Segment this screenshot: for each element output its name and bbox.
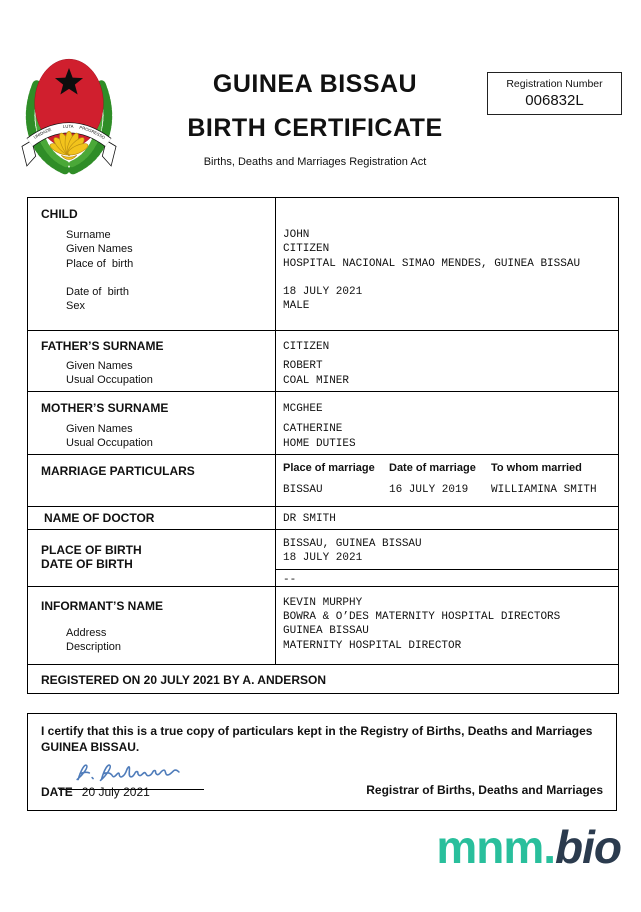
place-of-marriage-label: Place of marriage: [283, 462, 375, 474]
child-sex-label: Sex: [66, 300, 85, 313]
father-occupation-value: COAL MINER: [283, 374, 350, 387]
informant-description-value: MATERNITY HOSPITAL DIRECTOR: [283, 639, 462, 652]
informant-section-label: INFORMANT’S NAME: [41, 599, 163, 613]
date-of-birth-label: DATE OF BIRTH: [41, 557, 133, 571]
child-sex-value: MALE: [283, 300, 310, 313]
guinea-bissau-coat-of-arms-icon: [20, 52, 118, 178]
child-section-label: CHILD: [41, 207, 78, 221]
informant-name-line2: BOWRA & O’DES MATERNITY HOSPITAL DIRECTORS: [283, 611, 561, 624]
father-surname-label: FATHER’S SURNAME: [41, 339, 164, 353]
informant-address-value: GUINEA BISSAU: [283, 625, 369, 638]
mother-surname-label: MOTHER’S SURNAME: [41, 401, 169, 415]
marriage-section: [28, 454, 618, 506]
mother-occupation-value: HOME DUTIES: [283, 437, 356, 450]
child-date-of-birth-label: Date of birth: [66, 286, 129, 299]
father-given-names-label: Given Names: [66, 360, 133, 372]
registration-number-box: [487, 72, 622, 115]
child-date-of-birth-value: 18 JULY 2021: [283, 286, 363, 299]
doctor-name-value: DR SMITH: [283, 513, 336, 525]
emblem-motto-right: PROGRESSO: [78, 124, 107, 141]
father-given-names-value: ROBERT: [283, 360, 323, 373]
place-of-marriage-value: BISSAU: [283, 484, 323, 496]
birth-cell-divider: [276, 569, 618, 570]
child-surname-value: JOHN: [283, 229, 310, 241]
birth-extra-value: --: [283, 573, 297, 586]
date-label: DATE: [41, 785, 73, 799]
date-of-marriage-value: 16 JULY 2019: [389, 484, 469, 496]
date-value: 20 July 2021: [81, 785, 150, 799]
registration-number-value: 006832L: [525, 92, 584, 109]
document-titles: [150, 70, 480, 168]
child-place-of-birth-value: HOSPITAL NACIONAL SIMAO MENDES, GUINEA BISSAU: [283, 257, 581, 270]
doctor-section-label: NAME OF DOCTOR: [44, 511, 155, 525]
country-title: GUINEA BISSAU: [212, 70, 418, 98]
place-of-birth-label: PLACE OF BIRTH: [41, 543, 142, 557]
father-section: [28, 330, 618, 391]
child-given-names-value: CITIZEN: [283, 243, 330, 256]
emblem-motto-left: UNIDADE: [32, 126, 53, 140]
date-of-birth-value: 18 JULY 2021: [283, 552, 363, 565]
certificate-table: [27, 197, 619, 694]
certify-text-line1: I certify that this is a true copy of particulars kept in the Registry of Births, Deaths and Marriages: [41, 724, 593, 738]
logo-part-bio: bio: [555, 821, 621, 873]
registration-number-label: Registration Number: [506, 78, 603, 90]
mother-given-names-value: CATHERINE: [283, 423, 343, 436]
registrar-signature: [59, 758, 199, 786]
informant-section: [28, 586, 618, 664]
mnm-bio-logo: [436, 820, 621, 874]
marriage-section-label: MARRIAGE PARTICULARS: [41, 464, 195, 478]
mother-surname-value: MCGHEE: [283, 403, 323, 415]
emblem-motto-center: LUTA: [62, 123, 74, 130]
birth-place-date-section: [28, 529, 618, 586]
child-place-of-birth-label: Place of birth: [66, 257, 134, 270]
informant-name-line1: KEVIN MURPHY: [283, 597, 363, 609]
to-whom-married-value: WILLIAMINA SMITH: [491, 484, 597, 496]
mother-given-names-label: Given Names: [66, 423, 133, 435]
informant-address-label: Address: [66, 627, 107, 639]
date-of-marriage-label: Date of marriage: [389, 462, 476, 474]
child-surname-label: Surname: [66, 229, 111, 241]
registered-row: [28, 664, 618, 693]
doctor-section: [28, 506, 618, 529]
certify-text-line2: GUINEA BISSAU.: [41, 739, 140, 754]
father-occupation-label: Usual Occupation: [66, 374, 153, 386]
informant-description-label: Description: [66, 640, 122, 653]
father-surname-value: CITIZEN: [283, 341, 330, 353]
registration-act-subtitle: Births, Deaths and Marriages Registration Act: [203, 156, 427, 168]
mother-section: [28, 391, 618, 454]
svg-text:LUTA: [63, 124, 74, 129]
registrar-title: Registrar of Births, Deaths and Marriages: [366, 783, 603, 797]
document-title: BIRTH CERTIFICATE: [187, 114, 443, 142]
to-whom-married-label: To whom married: [491, 462, 582, 474]
child-given-names-label: Given Names: [66, 243, 133, 256]
child-section: [28, 198, 618, 330]
date-row: [41, 783, 150, 801]
registered-text: REGISTERED ON 20 JULY 2021 BY A. ANDERSON: [41, 673, 326, 687]
mother-occupation-label: Usual Occupation: [66, 437, 153, 449]
logo-part-mnm: mnm.: [436, 821, 556, 873]
certification-box: [27, 713, 617, 811]
place-of-birth-value: BISSAU, GUINEA BISSAU: [283, 538, 422, 550]
